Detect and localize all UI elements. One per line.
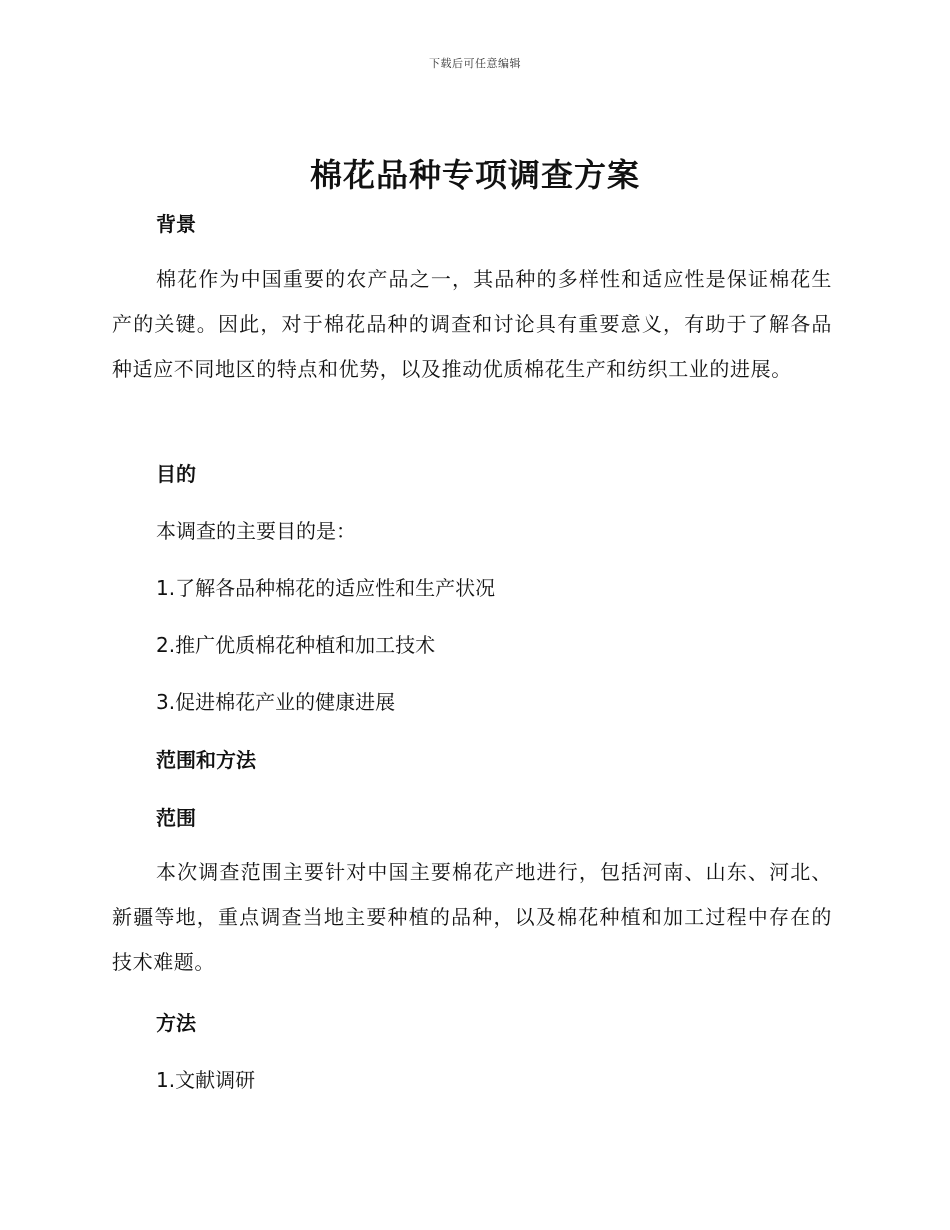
section-heading-scope-methods: 范围和方法	[156, 748, 256, 772]
subsection-heading-methods: 方法	[156, 1011, 196, 1035]
purpose-item-2: 2.推广优质棉花种植和加工技术	[156, 633, 436, 657]
purpose-intro: 本调查的主要目的是：	[156, 519, 356, 543]
section-heading-purpose: 目的	[156, 462, 196, 486]
scope-paragraph: 本次调查范围主要针对中国主要棉花产地进行，包括河南、山东、河北、新疆等地，重点调查当地主要种植的品种，以及棉花种植和加工过程中存在的技术难题。	[112, 860, 832, 974]
section-heading-background: 背景	[156, 212, 196, 236]
header-note: 下载后可任意编辑	[429, 57, 521, 70]
purpose-item-3: 3.促进棉花产业的健康进展	[156, 690, 396, 714]
document-title: 棉花品种专项调查方案	[309, 156, 640, 194]
background-paragraph: 棉花作为中国重要的农产品之一，其品种的多样性和适应性是保证棉花生产的关键。因此，对于棉花品种的调查和讨论具有重要意义，有助于了解各品种适应不同地区的特点和优势，以及推动优质棉花生产和纺织工业的进展。	[112, 267, 832, 381]
subsection-heading-scope: 范围	[156, 806, 196, 830]
purpose-item-1: 1.了解各品种棉花的适应性和生产状况	[156, 576, 496, 600]
methods-item-1: 1.文献调研	[156, 1068, 256, 1092]
